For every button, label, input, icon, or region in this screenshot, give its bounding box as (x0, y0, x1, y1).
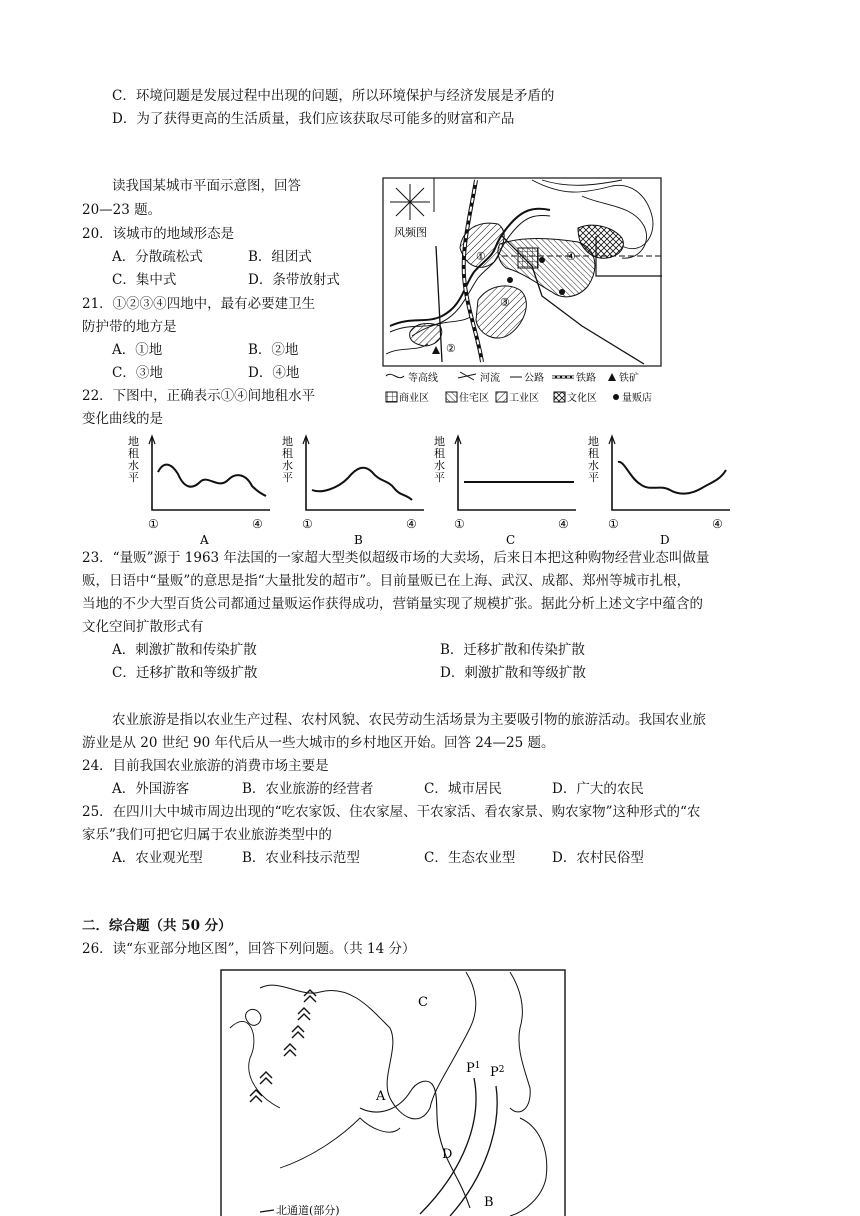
q19-option-c: C．环境问题是发展过程中出现的问题，所以环境保护与经济发展是矛盾的 (112, 88, 555, 104)
marker-3: ③ (500, 296, 510, 309)
label-d: D (442, 1147, 453, 1162)
end-marker: ④ (712, 517, 723, 531)
y-axis-label-char: 平 (128, 471, 139, 484)
q23-line1: 23．“量贩”源于 1963 年法国的一家超大型类似超级市场的大卖场，后来日本把这种购物经营业态叫做量 (82, 550, 710, 566)
agri-intro-line2: 游业是从 20 世纪 90 年代后从一些大城市的乡村地区开始。回答 24—25 题。 (82, 735, 555, 751)
q21-stem-line2: 防护带的地方是 (82, 319, 177, 335)
legend-cultural: 文化区 (567, 393, 597, 404)
end-marker: ④ (558, 517, 569, 531)
legend-residential: 住宅区 (459, 393, 489, 404)
q21-option-b: B．②地 (248, 342, 299, 358)
q24-option-a: A．外国游客 (112, 781, 190, 797)
city-map (382, 176, 664, 412)
q23-line4: 文化空间扩散形式有 (82, 619, 204, 635)
q24-stem: 24．目前我国农业旅游的消费市场主要是 (82, 758, 329, 774)
label-b: B (484, 1195, 494, 1210)
q25-line1: 25．在四川大中城市周边出现的“吃农家饭、住农家屋、干农家活、看农家景、购农家物”这种形式的“农 (82, 804, 701, 820)
q25-option-b: B．农业科技示范型 (242, 850, 360, 866)
q20-option-c: C．集中式 (112, 272, 177, 288)
legend-industrial: 工业区 (509, 393, 539, 404)
rent-graph-a (128, 434, 274, 546)
rent-curve (158, 465, 266, 496)
rent-curve (618, 462, 726, 494)
y-axis-label-char: 地 (588, 435, 599, 448)
y-axis-label-char: 水 (588, 459, 599, 472)
legend-road: 公路 (524, 373, 544, 384)
q20-stem: 20．该城市的地域形态是 (82, 226, 235, 242)
q20-option-a: A．分散疏松式 (112, 249, 203, 265)
y-axis-label-char: 地 (282, 435, 293, 448)
mountain-range-icon (250, 990, 316, 1102)
marker-1: ① (476, 250, 486, 263)
label-a: A (376, 1089, 386, 1104)
city-intro-line1: 读我国某城市平面示意图，回答 (112, 178, 301, 194)
q20-option-b: B．组团式 (248, 249, 312, 265)
y-axis-label-char: 水 (128, 459, 139, 472)
wind-rose-icon (384, 178, 434, 220)
start-marker: ① (454, 517, 465, 531)
rent-graph-d (588, 434, 734, 546)
label-c: C (418, 995, 428, 1010)
section2-title: 二．综合题（共 50 分） (82, 918, 232, 934)
north-channel-label: 北通道(部分) (276, 1204, 340, 1216)
legend-hypermarket: 量贩店 (622, 393, 652, 404)
label-p1: $P^1$ (466, 1061, 481, 1076)
legend-river: 河流 (480, 373, 500, 384)
y-axis-label-char: 地 (128, 435, 139, 448)
city-intro-line2: 20—23 题。 (82, 202, 162, 218)
q22-stem-line2: 变化曲线的是 (82, 411, 163, 427)
q21-stem-line1: 21．①②③④四地中，最有必要建卫生 (82, 296, 316, 312)
wind-rose-label: 风频图 (394, 226, 427, 239)
graph-letter: D (660, 533, 670, 546)
q23-option-d: D．刺激扩散和等级扩散 (440, 665, 586, 681)
graph-letter: A (200, 533, 209, 546)
legend-railway: 铁路 (576, 373, 596, 384)
start-marker: ① (608, 517, 619, 531)
q25-option-c: C．生态农业型 (424, 850, 516, 866)
q21-option-c: C．③地 (112, 365, 163, 381)
rent-curve (312, 468, 412, 500)
q25-line2: 家乐”我们可把它归属于农业旅游类型中的 (82, 827, 332, 843)
q21-option-d: D．④地 (248, 365, 300, 381)
agri-intro-line1: 农业旅游是指以农业生产过程、农村风貌、农民劳动生活场景为主要吸引物的旅游活动。我国农业旅 (112, 712, 706, 728)
y-axis-label-char: 平 (282, 471, 293, 484)
q23-option-a: A．刺激扩散和传染扩散 (112, 642, 257, 658)
iron-mine-icon (432, 346, 440, 354)
start-marker: ① (302, 517, 313, 531)
q25-option-a: A．农业观光型 (112, 850, 203, 866)
marker-4: ④ (566, 250, 576, 263)
rent-graph-b (282, 434, 428, 546)
label-p2: $P^2$ (490, 1065, 505, 1080)
rent-graph-c (434, 434, 580, 546)
q21-option-a: A．①地 (112, 342, 163, 358)
q23-line2: 贩，日语中“量贩”的意思是指“大量批发的超市”。目前量贩已在上海、武汉、成都、郑州等城市扎根， (82, 573, 691, 589)
q23-option-c: C．迁移扩散和等级扩散 (112, 665, 258, 681)
q24-option-b: B．农业旅游的经营者 (242, 781, 374, 797)
q26-stem: 26．读“东亚部分地区图”，回答下列问题。（共 14 分） (82, 941, 416, 957)
q22-stem-line1: 22．下图中，正确表示①④间地租水平 (82, 388, 316, 404)
q25-option-d: D．农村民俗型 (552, 850, 644, 866)
y-axis-label-char: 平 (434, 471, 445, 484)
end-marker: ④ (252, 517, 263, 531)
graph-letter: B (354, 533, 363, 546)
marker-2: ② (446, 342, 456, 355)
y-axis-label-char: 租 (434, 447, 445, 460)
legend-commercial: 商业区 (399, 393, 429, 404)
y-axis-label-char: 平 (588, 471, 599, 484)
q23-option-b: B．迁移扩散和传染扩散 (440, 642, 585, 658)
y-axis-label-char: 水 (434, 459, 445, 472)
graph-letter: C (506, 533, 516, 546)
east-asia-map (220, 968, 568, 1216)
q23-line3: 当地的不少大型百货公司都通过量贩运作获得成功，营销量实现了规模扩张。据此分析上述文字中蕴含的 (82, 596, 703, 612)
end-marker: ④ (406, 517, 417, 531)
legend-contour: 等高线 (408, 373, 438, 384)
start-marker: ① (148, 517, 159, 531)
q24-option-c: C．城市居民 (424, 781, 502, 797)
y-axis-label-char: 水 (282, 459, 293, 472)
y-axis-label-char: 地 (434, 435, 445, 448)
q24-option-d: D．广大的农民 (552, 781, 644, 797)
q19-option-d: D．为了获得更高的生活质量，我们应该获取尽可能多的财富和产品 (112, 111, 515, 127)
y-axis-label-char: 租 (588, 447, 599, 460)
q20-option-d: D．条带放射式 (248, 272, 340, 288)
y-axis-label-char: 租 (128, 447, 139, 460)
legend-iron-mine: 铁矿 (619, 373, 639, 384)
y-axis-label-char: 租 (282, 447, 293, 460)
